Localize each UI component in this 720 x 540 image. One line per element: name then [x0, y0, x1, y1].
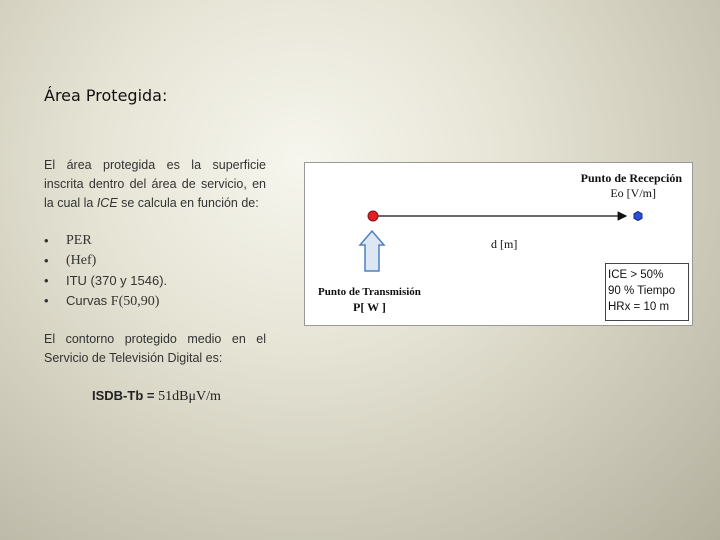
reception-field-unit: Eo [V/m]: [610, 186, 656, 200]
contour-paragraph: El contorno protegido medio en el Servicio de Televisión Digital es:: [44, 332, 266, 365]
criteria-curves: [66, 291, 159, 312]
transmission-power-unit: P[ W ]: [353, 300, 386, 314]
reception-point-label: Punto de Recepción: [580, 171, 682, 185]
transmission-point-label: Punto de Transmisión: [318, 286, 421, 298]
param-ice: ICE > 50%: [608, 269, 664, 281]
intro-paragraph: [44, 156, 266, 213]
distance-label: d [m]: [491, 237, 518, 251]
bullet-icon: •: [44, 233, 49, 248]
transmission-arrow-icon: [360, 231, 384, 271]
slide-title: Área Protegida:: [44, 86, 168, 105]
curves-formula: F(50,90): [110, 294, 160, 309]
bullet-icon: •: [44, 273, 49, 288]
bullet-icon: •: [44, 253, 49, 268]
list-item: [44, 291, 167, 312]
curves-label: Curvas: [66, 293, 111, 308]
list-item: [44, 271, 167, 291]
intro-ice-term: ICE: [96, 196, 118, 210]
propagation-diagram: [304, 162, 693, 326]
isdb-label: ISDB-Tb =: [92, 388, 155, 403]
criteria-hef: (Hef): [66, 253, 97, 268]
criteria-itu: ITU (370 y 1546).: [66, 273, 168, 288]
isdb-value: 51dBμV/m: [158, 389, 221, 404]
transmitter-point: [368, 211, 378, 221]
receiver-point: [634, 212, 642, 221]
list-item: [44, 231, 167, 251]
list-item: [44, 251, 167, 271]
bullet-icon: •: [44, 293, 49, 308]
intro-text-start: El área protegida es la superficie inscrita dentro del área de servicio, en la cual la: [44, 158, 266, 210]
intro-text-end: se calcula en función de:: [117, 196, 259, 210]
isdb-tb-formula: [92, 388, 221, 405]
param-hrx: HRx = 10 m: [608, 301, 670, 313]
criteria-per: PER: [66, 233, 92, 248]
parameters-box: [605, 263, 689, 321]
criteria-list: [44, 231, 167, 312]
param-time: 90 % Tiempo: [608, 285, 676, 297]
